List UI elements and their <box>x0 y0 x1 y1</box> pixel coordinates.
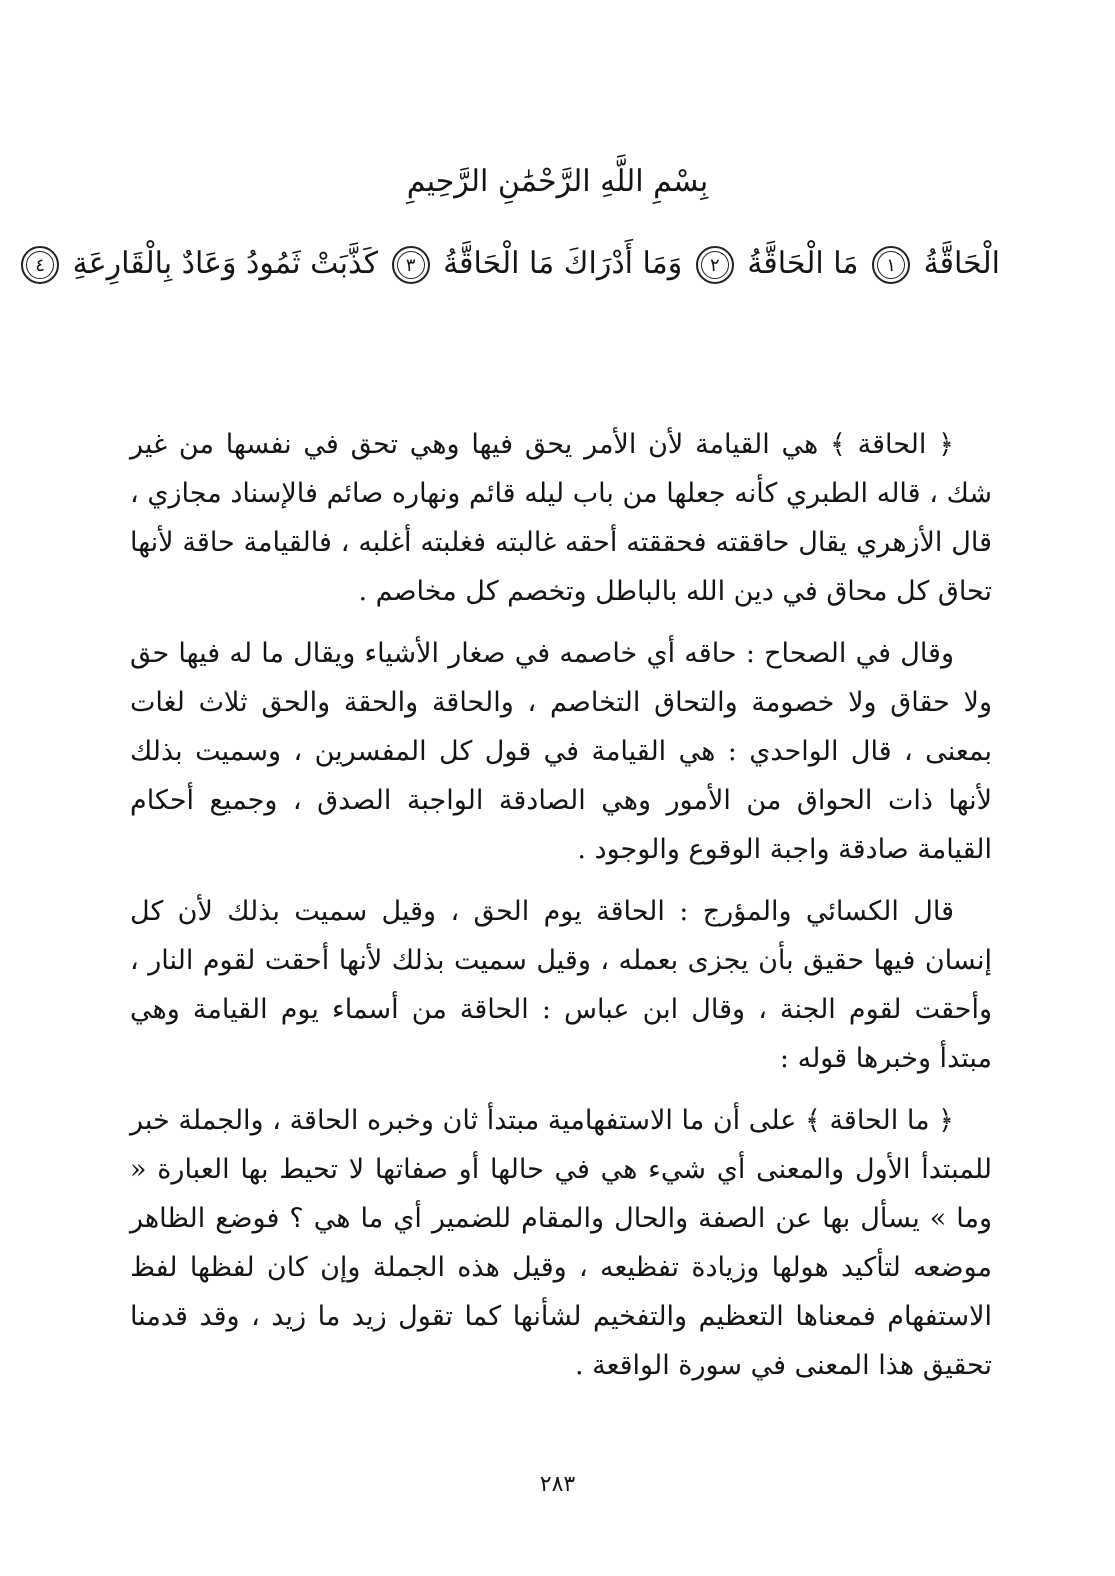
page-number: ٢٨٣ <box>539 1472 576 1497</box>
verse-number-marker: ٤ <box>21 246 59 284</box>
verse-3 <box>378 246 682 281</box>
basmala-heading: بِسْمِ اللَّهِ الرَّحْمَٰنِ الرَّحِيمِ <box>406 164 709 199</box>
verse-number-marker: ١ <box>872 246 910 284</box>
verse-number-marker: ٣ <box>392 246 430 284</box>
verse-4 <box>17 246 378 281</box>
verse-text: كَذَّبَتْ ثَمُودُ وَعَادٌ بِالْقَارِعَةِ <box>72 246 378 281</box>
verse-number-marker: ٢ <box>696 246 734 284</box>
commentary-body <box>130 420 992 1403</box>
commentary-paragraph-4: ﴿ ما الحاقة ﴾ على أن ما الاستفهامية مبتدأ ثان وخبره الحاقة ، والجملة خبر للمبتدأ الأول والمعنى أي شيء هي في حالها أو صفاتها لا تحيط بها العبارة « وما » يسأل بها عن الصفة والحال والمقام للضمير أي ما هي ؟ فوضع الظاهر موضعه لتأكيد هولها وزيادة تفظيعه ، وقيل هذه الجملة وإن كان لفظها لفظ الاستفهام فمعناها التعظيم والتفخيم لشأنها كما تقول زيد ما زيد ، وقد قدمنا تحقيق هذا المعنى في سورة الواقعة . <box>130 1105 992 1381</box>
verse-text: وَمَا أَدْرَاكَ مَا الْحَاقَّةُ <box>443 246 683 281</box>
commentary-paragraph-2: وقال في الصحاح : حاقه أي خاصمه في صغار الأشياء ويقال ما له فيها حق ولا حقاق ولا خصومة والتحاق التخاصم ، والحاقة والحقة والحق ثلاث لغات بمعنى ، قال الواحدي : هي القيامة في قول كل المفسرين ، وسميت بذلك لأنها ذات الحواق من الأمور وهي الصادقة الواجبة الصدق ، وجميع أحكام القيامة صادقة واجبة الوقوع والوجود . <box>130 638 992 865</box>
verse-2 <box>682 246 858 281</box>
verse-text: الْحَاقَّةُ <box>923 246 1000 281</box>
commentary-paragraph-1: ﴿ الحاقة ﴾ هي القيامة لأن الأمر يحق فيها وهي تحق في نفسها من غير شك ، قاله الطبري كأنه جعلها من باب ليله قائم ونهاره صائم فالإسناد مجازي ، قال الأزهري يقال حاققته فحققته أحقه غالبته فغلبته أغلبه ، فالقيامة حاقة لأنها تحاق كل محاق في دين الله بالباطل وتخصم كل مخاصم . <box>130 429 992 607</box>
commentary-paragraph-3: قال الكسائي والمؤرج : الحاقة يوم الحق ، وقيل سميت بذلك لأن كل إنسان فيها حقيق بأن يجزى بعمله ، وقيل سميت بذلك لأنها أحقت لقوم النار ، وأحقت لقوم الجنة ، وقال ابن عباس : الحاقة من أسماء يوم القيامة وهي مبتدأ وخبرها قوله : <box>130 896 992 1074</box>
verse-1 <box>859 246 1001 281</box>
quran-verses-line <box>35 232 1000 296</box>
verse-text: مَا الْحَاقَّةُ <box>747 246 859 281</box>
